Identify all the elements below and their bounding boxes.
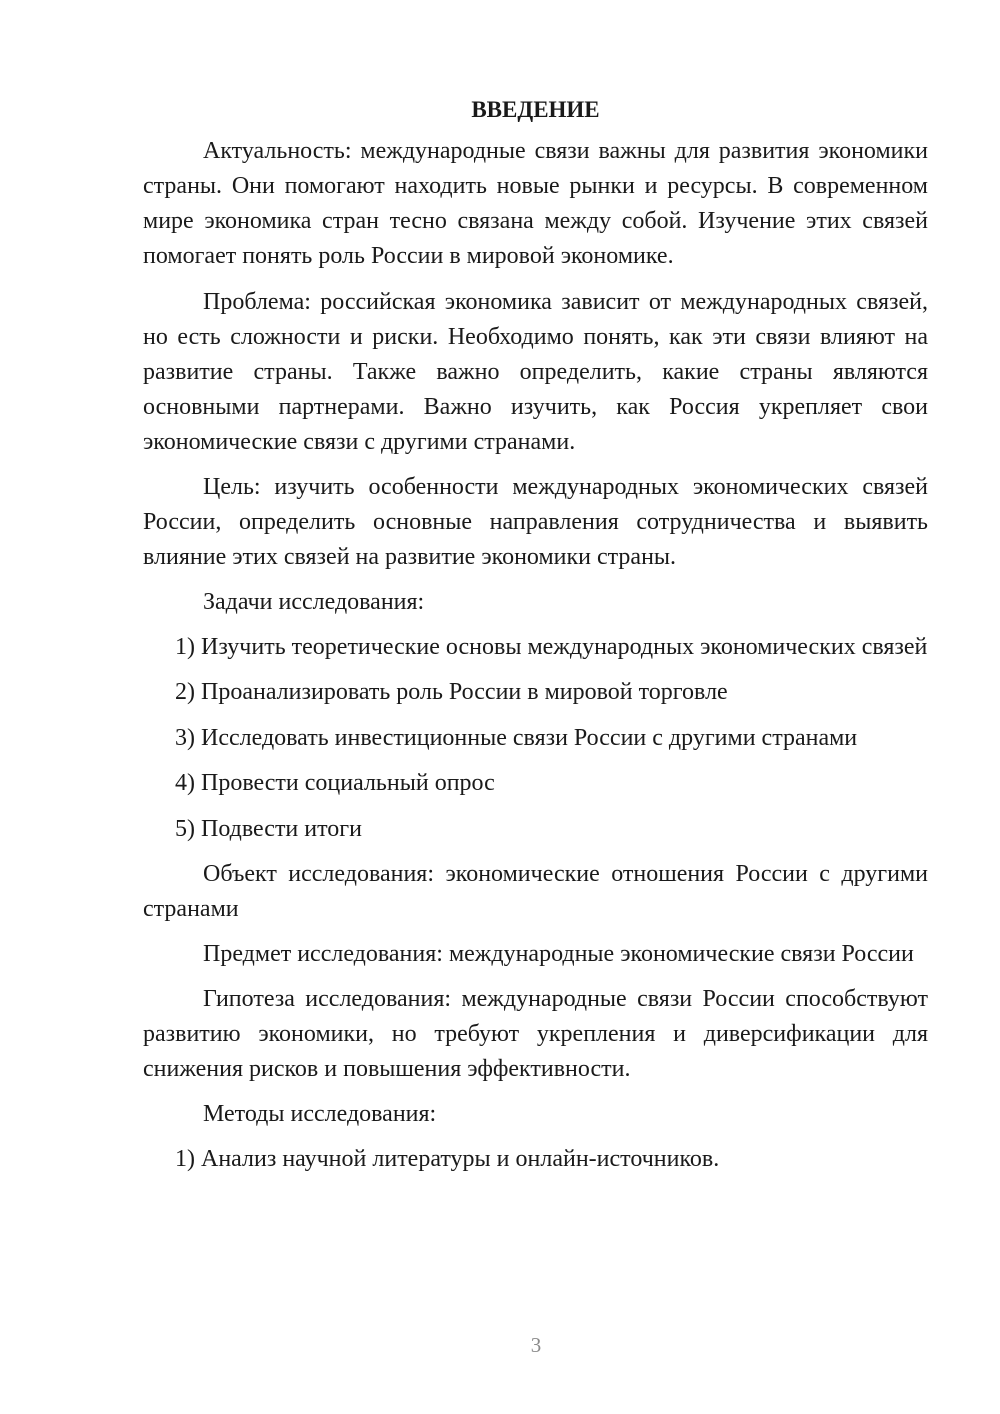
section-heading: ВВЕДЕНИЕ	[471, 97, 600, 122]
methods-title: Методы исследования:	[203, 1101, 437, 1127]
page-content	[143, 92, 928, 1188]
page-number: 3	[530, 1333, 542, 1357]
task-item: 5) Подвести итоги	[175, 815, 362, 842]
hypothesis-paragraph: Гипотеза исследования: международные связи России способствуют развитию экономики, но требуют укрепления и диверсификации для снижения рисков и повышения эффективности.	[143, 986, 928, 1082]
task-item: 1) Изучить теоретические основы международных экономических связей	[175, 634, 928, 660]
subject-paragraph: Предмет исследования: международные экономические связи России	[203, 941, 914, 967]
task-item: 2) Проанализировать роль России в мировой торговле	[175, 679, 728, 705]
problem-paragraph: Проблема: российская экономика зависит от международных связей, но есть сложности и риски. Необходимо понять, как эти связи влияют на развитие страны. Также важно определить, какие страны являются основными партнерами. Важно изучить, как Россия укрепляет свои экономические связи с другими странами.	[143, 289, 928, 455]
task-item: 3) Исследовать инвестиционные связи России с другими странами	[175, 724, 858, 751]
method-item: 1) Анализ научной литературы и онлайн-источников.	[175, 1146, 720, 1172]
task-item: 4) Провести социальный опрос	[175, 770, 495, 796]
relevance-paragraph: Актуальность: международные связи важны для развития экономики страны. Они помогают находить новые рынки и ресурсы. В современном мире экономика стран тесно связана между собой. Изучение этих связей помогает понять роль России в мировой экономике.	[143, 138, 928, 269]
goal-paragraph: Цель: изучить особенности международных экономических связей России, определить основные направления сотрудничества и выявить влияние этих связей на развитие экономики страны.	[143, 474, 928, 570]
tasks-title: Задачи исследования:	[203, 589, 425, 615]
object-paragraph: Объект исследования: экономические отношения России с другими странами	[143, 861, 928, 922]
